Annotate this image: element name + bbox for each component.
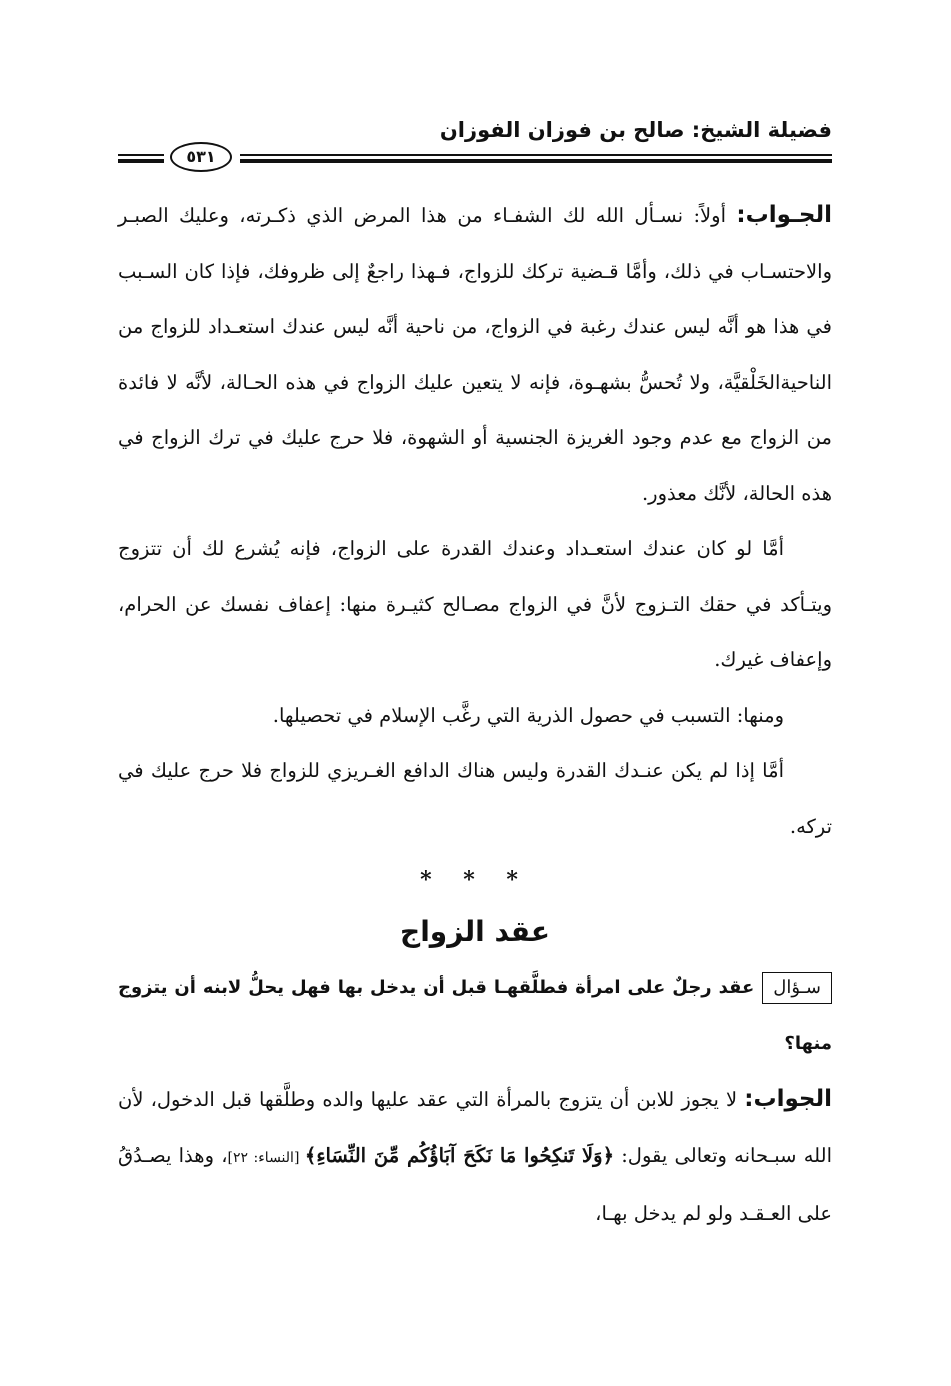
answer-lead: الجواب: <box>744 1086 832 1112</box>
header-rule-short <box>118 154 164 163</box>
quran-verse: ﴿وَلَا تَنكِحُوا مَا نَكَحَ آبَاؤُكُم مِّنَ النِّسَاءِ﴾ <box>304 1143 614 1167</box>
page-number: ٥٣١ <box>170 142 232 172</box>
answer-text-continued: ، وهذا يصـدُقُ على العـقـد ولو لم يدخل بهـا، <box>118 1143 832 1225</box>
verse-reference: [النساء: ٢٢] <box>227 1149 305 1166</box>
running-header <box>118 112 832 172</box>
paragraph: أمَّا لو كان عندك استعـداد وعندك القدرة على الزواج، فإنه يُشرع لك أن تتزوج ويتـأكد في حقك التـزوج لأنَّ في الزواج مصـالح كثيـرة منها: إعفاف نفسك عن الحرام، وإعفاف غيرك. <box>118 537 832 671</box>
header-title: فضيلة الشيخ: صالح بن فوزان الفوزان <box>439 118 832 142</box>
paragraph: أمَّا إذا لم يكن عنـدك القدرة وليس هناك الدافع الغـريزي للزواج فلا حرج عليك في تركه. <box>118 759 832 838</box>
answer-text: أولاً: نسـأل الله لك الشفـاء من هذا المرض الذي ذكـرته، وعليك الصبـر والاحتسـاب في ذلك، وأمَّا قـضية تركك للزواج، فـهذا راجعٌ إلى ظروفك، فإذا كان السـبب في هذا هو أنَّه ليس عندك رغبة في الزواج، من ناحية أنَّه ليس عندك استعـداد للزواج من الناحيةالخَلْقيَّة، ولا تُحسُّ بشهـوة، فإنه لا يتعين عليك الزواج في هذه الحـالة، لأنَّه لا فائدة من الزواج مع عدم وجود الغريزة الجنسية أو الشهوة، فلا حرج عليك في ترك الزواج في هذه الحالة، لأنَّك معذور. <box>118 204 832 505</box>
question-label: سـؤال <box>762 972 832 1004</box>
paragraph: ومنها: التسبب في حصول الذرية التي رغَّب الإسلام في تحصيلها. <box>272 703 784 727</box>
answer-paragraph <box>118 1072 832 1242</box>
header-rule <box>240 154 832 163</box>
answer-text: لا يجوز للابن أن يتزوج بالمرأة التي عقد عليها والده وطلَّقها قبل الدخول، لأن الله سبـحانه وتعالى يقول: <box>118 1088 832 1167</box>
question-text: عقد رجلٌ على امرأة فطلَّقهـا قبل أن يدخل بها فهل يحلُّ لابنه أن يتزوج منها؟ <box>118 977 832 1054</box>
section-title: عقد الزواج <box>400 915 550 948</box>
section-separator: * * * <box>420 867 530 893</box>
page-body <box>118 188 832 1242</box>
answer-paragraph <box>118 188 832 521</box>
question-paragraph <box>118 960 832 1072</box>
answer-lead: الجـواب: <box>736 202 832 228</box>
